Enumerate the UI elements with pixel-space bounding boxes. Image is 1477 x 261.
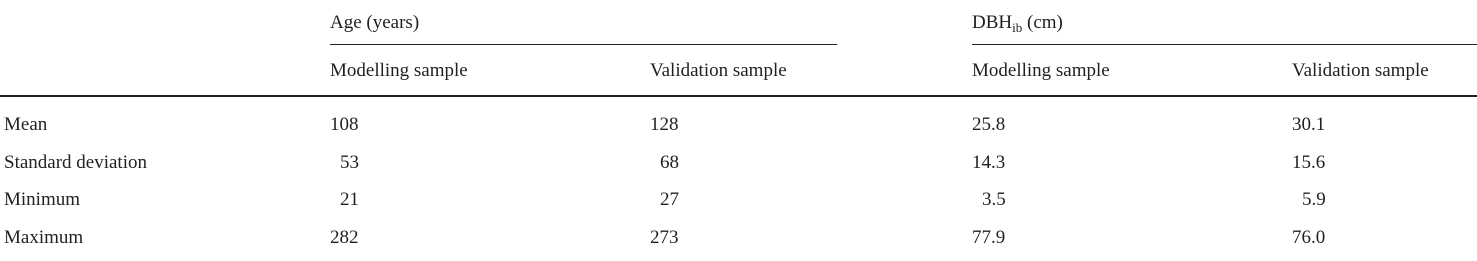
cell-dbh-modelling: 77.9 <box>972 227 1006 248</box>
subheader-age-modelling: Modelling sample <box>330 60 468 81</box>
cell-dbh-validation: 15.6 <box>1292 152 1326 173</box>
cell-age-modelling: 282 <box>330 227 359 248</box>
cell-age-modelling: 108 <box>330 114 359 135</box>
cell-age-validation: 128 <box>650 114 679 135</box>
cell-age-modelling: 53 <box>340 152 359 173</box>
group-header-dbh <box>972 12 1063 34</box>
row-label: Minimum <box>4 189 81 210</box>
header-rule <box>0 95 1477 97</box>
cell-dbh-validation: 5.9 <box>1302 189 1326 210</box>
cell-dbh-modelling: 25.8 <box>972 114 1006 135</box>
cell-dbh-modelling: 3.5 <box>982 189 1006 210</box>
row-label: Mean <box>4 114 48 135</box>
cell-age-modelling: 21 <box>340 189 359 210</box>
subheader-dbh-validation: Validation sample <box>1292 60 1429 81</box>
group-rule-age <box>330 44 837 45</box>
cell-age-validation: 27 <box>660 189 679 210</box>
group-rule-dbh <box>972 44 1477 45</box>
subheader-dbh-modelling: Modelling sample <box>972 60 1110 81</box>
cell-dbh-validation: 30.1 <box>1292 114 1326 135</box>
row-label: Maximum <box>4 227 84 248</box>
group-header-age: Age (years) <box>330 12 420 33</box>
row-label: Standard deviation <box>4 152 147 173</box>
cell-age-validation: 273 <box>650 227 679 248</box>
cell-dbh-validation: 76.0 <box>1292 227 1326 248</box>
subheader-age-validation: Validation sample <box>650 60 787 81</box>
dbh-label: DBH <box>972 12 1013 33</box>
dbh-subscript: ib <box>1012 20 1023 35</box>
dbh-unit: (cm) <box>1022 12 1063 33</box>
cell-dbh-modelling: 14.3 <box>972 152 1006 173</box>
cell-age-validation: 68 <box>660 152 679 173</box>
